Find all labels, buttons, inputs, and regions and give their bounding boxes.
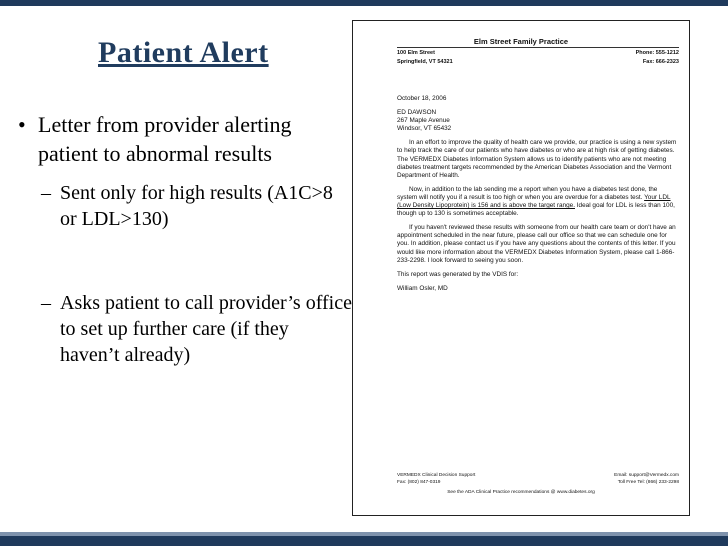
letter-body: [397, 95, 679, 299]
sub-bullet-text: Asks patient to call provider’s office to set up further care (if they haven’t already): [60, 292, 352, 366]
letter-practice-name: Elm Street Family Practice: [473, 37, 569, 46]
recipient-city: Windsor, VT 65432: [397, 125, 452, 133]
bullet-dot: •: [18, 112, 26, 137]
letter-footer-right: [614, 473, 679, 486]
letter-paragraph: In an effort to improve the quality of health care we provide, our practice is using a new system to help track the care of our patients who have diabetes or who are at high risk of getting diabetes. The VERMEDX Diabetes Information System allows us to identify patients who are not meeting diabetes treatment targets recommended by the American Diabetes Association and the Vermont Department of Health.: [397, 139, 677, 179]
letter-practice-contact: [636, 49, 679, 67]
letter-recipient: [397, 109, 679, 133]
top-border-bar: [0, 0, 728, 6]
footer-line: Email: support@Vermedx.com: [614, 473, 679, 478]
footer-line: VERMEDX Clinical Decision Support: [397, 473, 476, 478]
recipient-street: 267 Maple Avenue: [397, 117, 450, 125]
letter-footer-left: [397, 473, 475, 486]
letter-date: October 18, 2006: [397, 95, 447, 102]
ldl-result-text: Your LDL (Low Density Lipoprotein) is 156 and is above the target range.: [397, 193, 671, 210]
letter-image: [352, 20, 690, 516]
slide-title: Patient Alert: [98, 36, 269, 69]
letter-paragraph: [397, 186, 679, 218]
paragraph-text: Now, in addition to the lab sending me a report when you have a diabetes test done, the system will notify you if a result is too high or when you are overdue for a diabetes test.: [397, 185, 658, 201]
letter-signature: William Osler, MD: [397, 284, 448, 292]
paragraph-text: Ideal goal for LDL is less than 100, though up to 130 is sometimes acceptable.: [397, 202, 675, 218]
sub-bullet-dash: –: [41, 182, 51, 204]
letterhead-rule: [397, 47, 679, 48]
phone-number: Phone: 555-1212: [635, 50, 679, 56]
footer-line: Fax: (802) 847-0319: [397, 479, 441, 485]
bullet-text: Letter from provider alerting patient to abnormal results: [38, 112, 292, 166]
sub-bullet-dash: –: [41, 292, 51, 314]
bottom-border-bar: [0, 536, 728, 546]
letter-footer-center: See the ADA Clinical Practice recommendations @ www.diabetes.org: [447, 490, 595, 495]
address-line: 100 Elm Street: [397, 50, 435, 56]
fax-number: Fax: 666-2323: [642, 59, 679, 65]
letter-paragraph: If you haven't reviewed these results with someone from our health care team or don't have an appointment scheduled in the near future, please call our office so that we can schedule one for you. In addition, please contact us if you have any questions about the contents of this letter. If you would like more information about the VERMEDX Diabetes Information System, please call 1-866-233-2298. I look forward to seeing you soon.: [397, 224, 676, 264]
footer-line: Toll Free Tel: (866) 233-2298: [617, 479, 679, 485]
sub-bullet-text: Sent only for high results (A1C>8 or LDL>130): [60, 182, 333, 230]
letter-generated-by: This report was generated by the VDIS for:: [397, 270, 519, 278]
recipient-name: ED DAWSON: [397, 109, 437, 117]
letter-practice-address: [397, 49, 453, 67]
address-line: Springfield, VT 54321: [397, 59, 453, 65]
